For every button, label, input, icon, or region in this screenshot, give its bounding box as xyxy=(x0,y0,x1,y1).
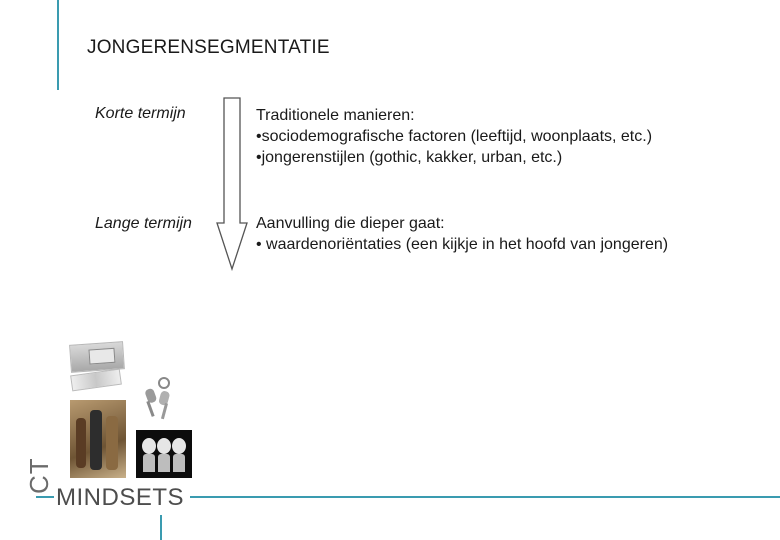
accent-line-bottom xyxy=(190,496,780,498)
description-long-term xyxy=(256,213,668,255)
accent-line-top xyxy=(57,0,59,90)
photo-group xyxy=(70,400,126,478)
down-arrow-icon xyxy=(216,97,248,271)
logo-ct: CT xyxy=(24,457,54,494)
description-line: Traditionele manieren: xyxy=(256,107,415,124)
logo-mindsets: MINDSETS xyxy=(56,484,185,511)
photo-portraits xyxy=(136,430,192,478)
keys-icon xyxy=(138,375,178,423)
description-line: •jongerenstijlen (gothic, kakker, urban, etc.) xyxy=(256,149,563,166)
accent-line-vertical xyxy=(160,515,162,540)
description-line: •sociodemografische factoren (leeftijd, woonplaats, etc.) xyxy=(256,128,653,145)
term-label-long: Lange termijn xyxy=(95,215,192,232)
description-line: Aanvulling die dieper gaat: xyxy=(256,215,445,232)
description-line: • waardenoriëntaties (een kijkje in het hoofd van jongeren) xyxy=(256,236,669,253)
term-label-short: Korte termijn xyxy=(95,105,186,122)
slide-title: JONGERENSEGMENTATIE xyxy=(87,37,330,58)
logo-accent-line xyxy=(36,496,54,498)
description-short-term xyxy=(256,105,652,168)
